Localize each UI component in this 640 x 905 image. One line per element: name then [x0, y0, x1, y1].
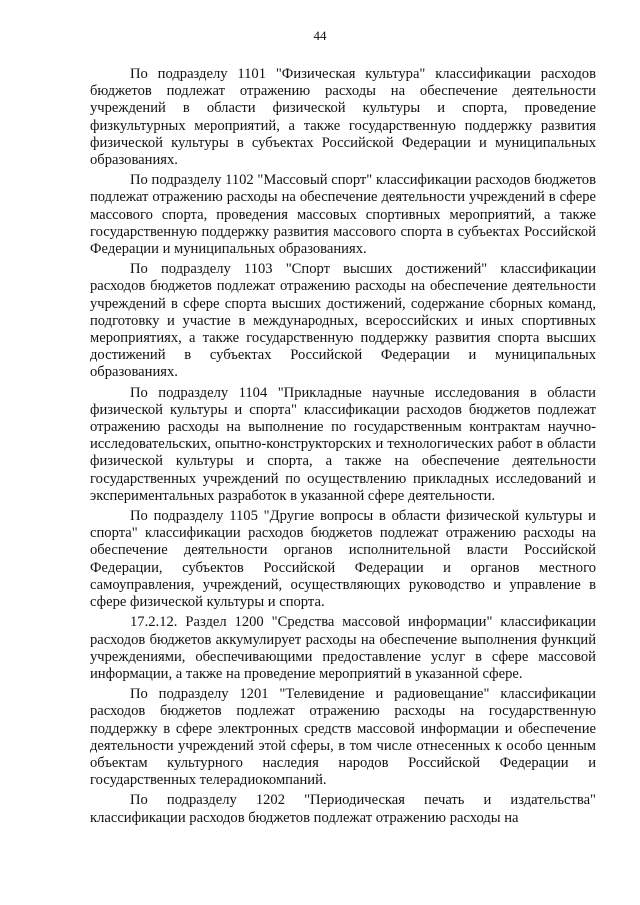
paragraph-1202: По подразделу 1202 "Периодическая печать и издательства" классификации расходов бюджетов подлежат отражению расходы на [90, 792, 596, 826]
page-number: 44 [313, 28, 327, 43]
paragraph-1102: По подразделу 1102 "Массовый спорт" классификации расходов бюджетов подлежат отражению расходы на обеспечение деятельности учреждений в сфере массового спорта, проведения массовых спортивных мероприятий, а также государственную поддержку развития массового спорта в субъектах Российской Федерации и муниципальных образованиях. [90, 172, 596, 258]
document-body [90, 66, 596, 830]
paragraph-1201: По подразделу 1201 "Телевидение и радиовещание" классификации расходов бюджетов подлежат отражению расходы на государственную поддержку в сфере электронных средств массовой информации и обеспечение деятельности учреждений этой сферы, в том числе отнесенных к особо ценным объектам культурного наследия народов Российской Федерации и государственных телерадиокомпаний. [90, 686, 596, 789]
paragraph-1104: По подразделу 1104 "Прикладные научные исследования в области физической культуры и спорта" классификации расходов бюджетов подлежат отражению расходы на выполнение по государственным контрактам научно-исследовательских, опытно-конструкторских и технологических работ в области физической культуры и спорта, а также на обеспечение деятельности государственных учреждений по осуществлению прикладных исследований и экспериментальных разработок в указанной сфере деятельности. [90, 384, 596, 504]
paragraph-1105: По подразделу 1105 "Другие вопросы в области физической культуры и спорта" классификации расходов бюджетов подлежат отражению расходы на обеспечение деятельности органов исполнительной власти Российской Федерации, субъектов Российской Федерации и органов местного самоуправления, учреждений, осуществляющих руководство и управление в сфере физической культуры и спорта. [90, 508, 596, 611]
paragraph-1101: По подразделу 1101 "Физическая культура" классификации расходов бюджетов подлежат отражению расходы на обеспечение деятельности учреждений в области физической культуры и спорта, проведение физкультурных мероприятий, а также государственную поддержку развития физической культуры в субъектах Российской Федерации и муниципальных образованиях. [90, 66, 596, 169]
paragraph-section-1200: 17.2.12. Раздел 1200 "Средства массовой информации" классификации расходов бюджетов аккумулирует расходы на обеспечение выполнения функций учреждениями, обеспечивающими предоставление услуг в сфере массовой информации, а также на проведение мероприятий в указанной сфере. [90, 614, 596, 682]
paragraph-1103: По подразделу 1103 "Спорт высших достижений" классификации расходов бюджетов подлежат отражению расходы на обеспечение деятельности учреждений в сфере спорта высших достижений, содержание сборных команд, подготовку и участие в международных, всероссийских и иных спортивных мероприятиях, а также государственную поддержку развития спорта высших достижений в субъектах Российской Федерации и муниципальных образованиях. [90, 261, 596, 381]
